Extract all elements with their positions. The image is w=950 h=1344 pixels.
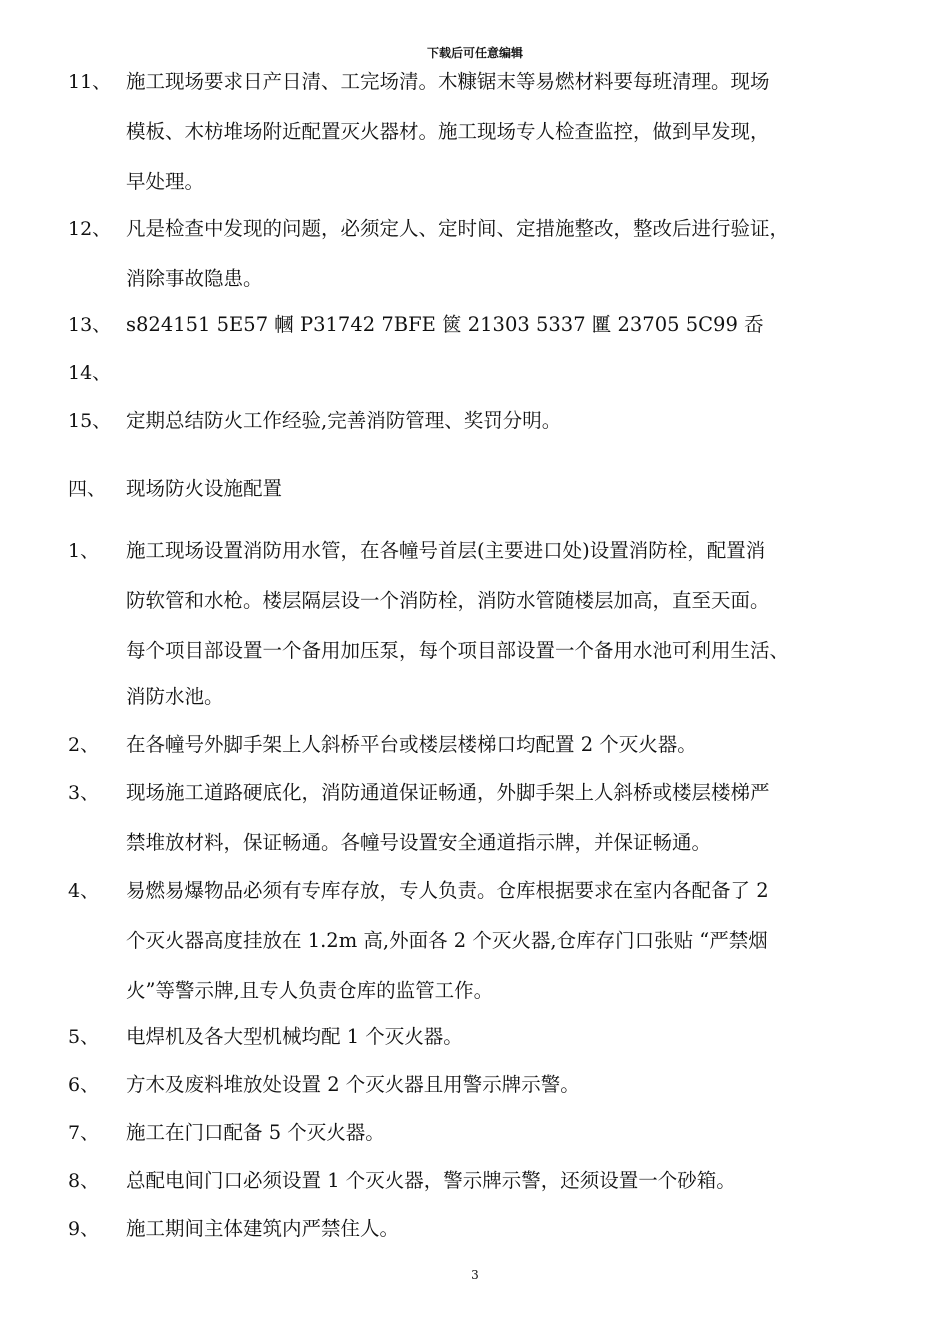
item-text — [126, 1012, 906, 1062]
item-number: 1、 — [68, 540, 100, 562]
text-line: 现场施工道路硬底化，消防通道保证畅通，外脚手架上人斜桥或楼层楼梯严 — [126, 781, 770, 804]
text-line: 早处理。 — [126, 170, 205, 193]
page-header: 下载后可任意编辑 — [426, 46, 523, 60]
text-line: 个灭火器高度挂放在 1.2m 高,外面各 2 个灭火器,仓库存门口张贴 “严禁烟 — [126, 929, 768, 952]
item-number: 9、 — [68, 1218, 100, 1240]
item-number: 7、 — [68, 1122, 100, 1144]
item-text — [126, 1060, 906, 1110]
text-line: s824151 5E57 幗 P31742 7BFE 篋 21303 5337 匷 23705 5C99 岙 — [126, 313, 764, 336]
text-line: 禁堆放材料，保证畅通。各幢号设置安全通道指示牌，并保证畅通。 — [126, 831, 712, 854]
text-line: 在各幢号外脚手架上人斜桥平台或楼层楼梯口均配置 2 个灭火器。 — [126, 733, 697, 756]
section-number: 四、 — [68, 478, 107, 500]
text-line: 火”等警示牌,且专人负责仓库的监管工作。 — [126, 979, 494, 1002]
text-line: 电焊机及各大型机械均配 1 个灭火器。 — [126, 1025, 463, 1048]
page-number: 3 — [471, 1268, 479, 1282]
item-text — [126, 1108, 906, 1158]
text-line: 模板、木枋堆场附近配置灭火器材。施工现场专人检查监控，做到早发现， — [126, 120, 770, 143]
text-line: 施工现场要求日产日清、工完场清。木糠锯末等易燃材料要每班清理。现场 — [126, 70, 770, 93]
item-text — [126, 526, 906, 718]
item-number: 8、 — [68, 1170, 100, 1192]
text-line: 每个项目部设置一个备用加压泵，每个项目部设置一个备用水池可利用生活、 — [126, 639, 790, 662]
text-line: 消除事故隐患。 — [126, 267, 263, 290]
text-line: 总配电间门口必须设置 1 个灭火器，警示牌示警，还须设置一个砂箱。 — [126, 1169, 736, 1192]
section-title: 现场防火设施配置 — [126, 477, 283, 500]
item-text — [126, 768, 906, 868]
text-line: 施工在门口配备 5 个灭火器。 — [126, 1121, 385, 1144]
item-number: 6、 — [68, 1074, 100, 1096]
item-number: 12、 — [68, 218, 112, 240]
item-number: 11、 — [68, 71, 112, 93]
item-number: 14、 — [68, 362, 112, 384]
text-line: 方木及废料堆放处设置 2 个灭火器且用警示牌示警。 — [126, 1073, 580, 1096]
item-text — [126, 396, 906, 446]
item-number: 15、 — [68, 410, 112, 432]
text-line: 施工现场设置消防用水管，在各幢号首层(主要进口处)设置消防栓，配置消 — [126, 539, 766, 562]
item-text — [126, 300, 906, 350]
text-line: 消防水池。 — [126, 685, 224, 708]
item-number: 2、 — [68, 734, 100, 756]
item-number: 5、 — [68, 1026, 100, 1048]
item-text — [126, 720, 906, 770]
text-line: 施工期间主体建筑内严禁住人。 — [126, 1217, 400, 1240]
item-number: 3、 — [68, 782, 100, 804]
text-line: 易燃易爆物品必须有专库存放，专人负责。仓库根据要求在室内各配备了 2 — [126, 879, 769, 902]
text-line: 凡是检查中发现的问题，必须定人、定时间、定措施整改，整改后进行验证， — [126, 217, 790, 240]
item-text — [126, 1204, 906, 1254]
item-number: 13、 — [68, 314, 112, 336]
text-line: 定期总结防火工作经验,完善消防管理、奖罚分明。 — [126, 409, 562, 432]
item-text — [126, 1156, 906, 1206]
item-text — [126, 57, 906, 207]
item-number: 4、 — [68, 880, 100, 902]
item-text — [126, 866, 906, 1016]
item-text — [126, 204, 906, 304]
text-line: 防软管和水枪。楼层隔层设一个消防栓，消防水管随楼层加高，直至天面。 — [126, 589, 770, 612]
